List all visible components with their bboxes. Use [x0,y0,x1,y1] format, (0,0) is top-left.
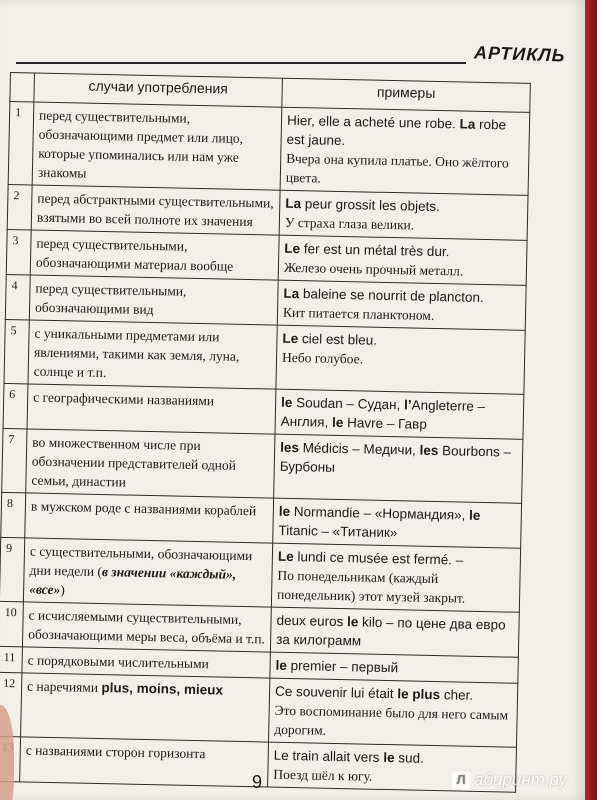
table-row [0,672,518,747]
usage-cell: перед абстрактными существительными, взятыми во всей полноте их значения [31,185,280,235]
article-highlight: La [285,195,302,212]
example-text: premier – первый [286,657,399,676]
example-cell [274,434,523,503]
french-example [278,502,516,545]
usage-cell: перед существительными, обозначающими предмет или лицо, которые упоминались или нам уже знакомы [32,102,282,190]
usage-text: ) [60,582,65,598]
russian-translation: Это воспоминание было для него самым дорогим. [274,702,509,738]
article-highlight: le [383,749,395,766]
article-highlight: l’ [403,397,412,413]
usage-emphasis: в значении «каждый», «все» [29,564,237,598]
french-example [275,656,512,680]
usage-cell [23,538,272,607]
usage-text: с существительными, обозначающими дни недели ( [29,543,253,580]
article-highlight: Le [277,548,294,565]
article-highlight: Le [284,240,301,257]
example-text: Le train allait vers [273,747,384,765]
example-cell [273,498,522,548]
row-number: 7 [2,428,27,492]
section-title: АРТИКЛЬ [473,42,566,66]
example-cell [277,280,526,330]
article-highlight: le [280,394,293,410]
article-highlight: le [331,414,344,431]
row-number: 4 [5,274,30,319]
row-number: 9 [0,537,25,601]
russian-translation: По понедельникам (каждый понедельник) этот музей закрыт. [276,567,466,606]
page-number: 9 [252,772,263,792]
russian-translation: Вчера она купила платье. Оно жёлтого цвета. [285,150,509,186]
russian-translation: Поезд шёл к югу. [273,766,373,784]
row-number: 1 [8,102,34,185]
example-text: cher. [439,687,474,703]
article-highlight: le [275,657,288,673]
example-text: Soudan – Судан, [292,394,405,413]
russian-translation: – по цене два евро за килограмм [276,614,506,649]
example-text: Médicis – Медичи, [298,440,420,458]
table-row [2,428,523,503]
usage-cell: с названиями сторон горизонта [20,737,269,787]
header-num-cell [10,73,35,102]
usage-emphasis: plus, moins, mieux [101,680,224,698]
example-text: kilo [358,614,383,630]
example-text: fer est un métal très dur. [299,241,450,260]
example-cell [276,325,525,394]
watermark [452,770,567,790]
usage-cell: перед существительными, обозначающими материал вообще [30,230,279,280]
example-text: ciel est bleu. [298,331,378,348]
column-header-usage: случаи употребления [34,73,283,107]
article-highlight: le plus [397,686,441,703]
article-usage-table [0,72,531,793]
example-text: Titanic – «Титаник» [278,522,398,541]
example-text: sud. [394,750,424,766]
example-cell [269,678,518,747]
example-cell [280,107,530,195]
russian-translation: Кит питается планктоном. [282,304,435,323]
usage-cell: с порядковыми числительными [22,647,270,678]
row-number: 11 [0,646,22,672]
article-highlight: La [459,116,476,132]
watermark-text: абиринт.ру [474,770,567,789]
example-text: peur grossit les objets. [300,196,441,215]
row-number: 10 [0,601,23,646]
header-rule [16,62,466,64]
article-highlight: le [278,503,291,519]
example-cell [271,543,520,612]
usage-cell: с исчисляемыми существительными, обозначающими меры веса, объёма и т.п. [22,602,271,652]
french-example [280,438,518,481]
example-text: baleine se nourrit de plancton. [299,286,484,305]
article-highlight: Le [282,330,299,347]
row-number: 12 [0,672,22,736]
row-number: 3 [6,229,31,274]
article-highlight: les [419,442,439,459]
usage-cell [21,673,270,742]
table-row [8,102,530,196]
article-highlight: le [468,507,481,523]
article-highlight: le [346,614,359,630]
column-header-examples: примеры [282,78,531,112]
usage-text: с наречиями [26,678,102,696]
table-row [0,537,521,612]
example-text: Hier, elle a acheté une robe. [286,112,460,132]
usage-cell: в мужском роде с названиями кораблей [25,493,274,543]
example-text: Havre – Гавр [343,415,427,432]
russian-translation: Небо голубое. [281,349,364,367]
french-example [281,393,519,436]
book-cover-edge [585,0,597,800]
example-text: Angleterre – Англия, [280,397,486,430]
example-cell [270,607,519,657]
french-example [286,111,524,154]
row-number: 5 [4,319,29,383]
example-text: robe est jaune. [286,116,507,149]
usage-cell: во множественном числе при обозначении представителей одной семьи, династии [26,429,275,498]
example-text: lundi ce musée est fermé. – [293,549,464,568]
usage-cell: перед существительными, обозначающими вид [29,275,278,325]
row-number: 6 [3,383,28,428]
table-row [4,319,525,394]
example-cell [278,235,527,285]
example-cell [279,190,528,240]
russian-translation: Железо очень прочный металл. [283,259,464,279]
example-text: deux euros [276,612,348,630]
row-number: 8 [1,492,26,537]
watermark-logo-icon: Л [452,771,470,789]
article-highlight: les [280,439,300,456]
russian-translation: У страха глаза велики. [284,214,415,233]
example-text: Ce souvenir lui était [274,683,398,702]
article-highlight: La [283,285,300,302]
example-text: Normandie – «Нормандия», [289,503,470,523]
row-number: 2 [7,184,32,229]
example-cell [275,389,524,439]
example-text: Bourbons – Бурбоны [279,443,512,475]
usage-cell: с уникальными предметами или явлениями, такими как земля, луна, солнце и т.п. [28,320,277,389]
usage-cell: с географическими названиями [27,384,276,434]
french-example [276,611,514,654]
